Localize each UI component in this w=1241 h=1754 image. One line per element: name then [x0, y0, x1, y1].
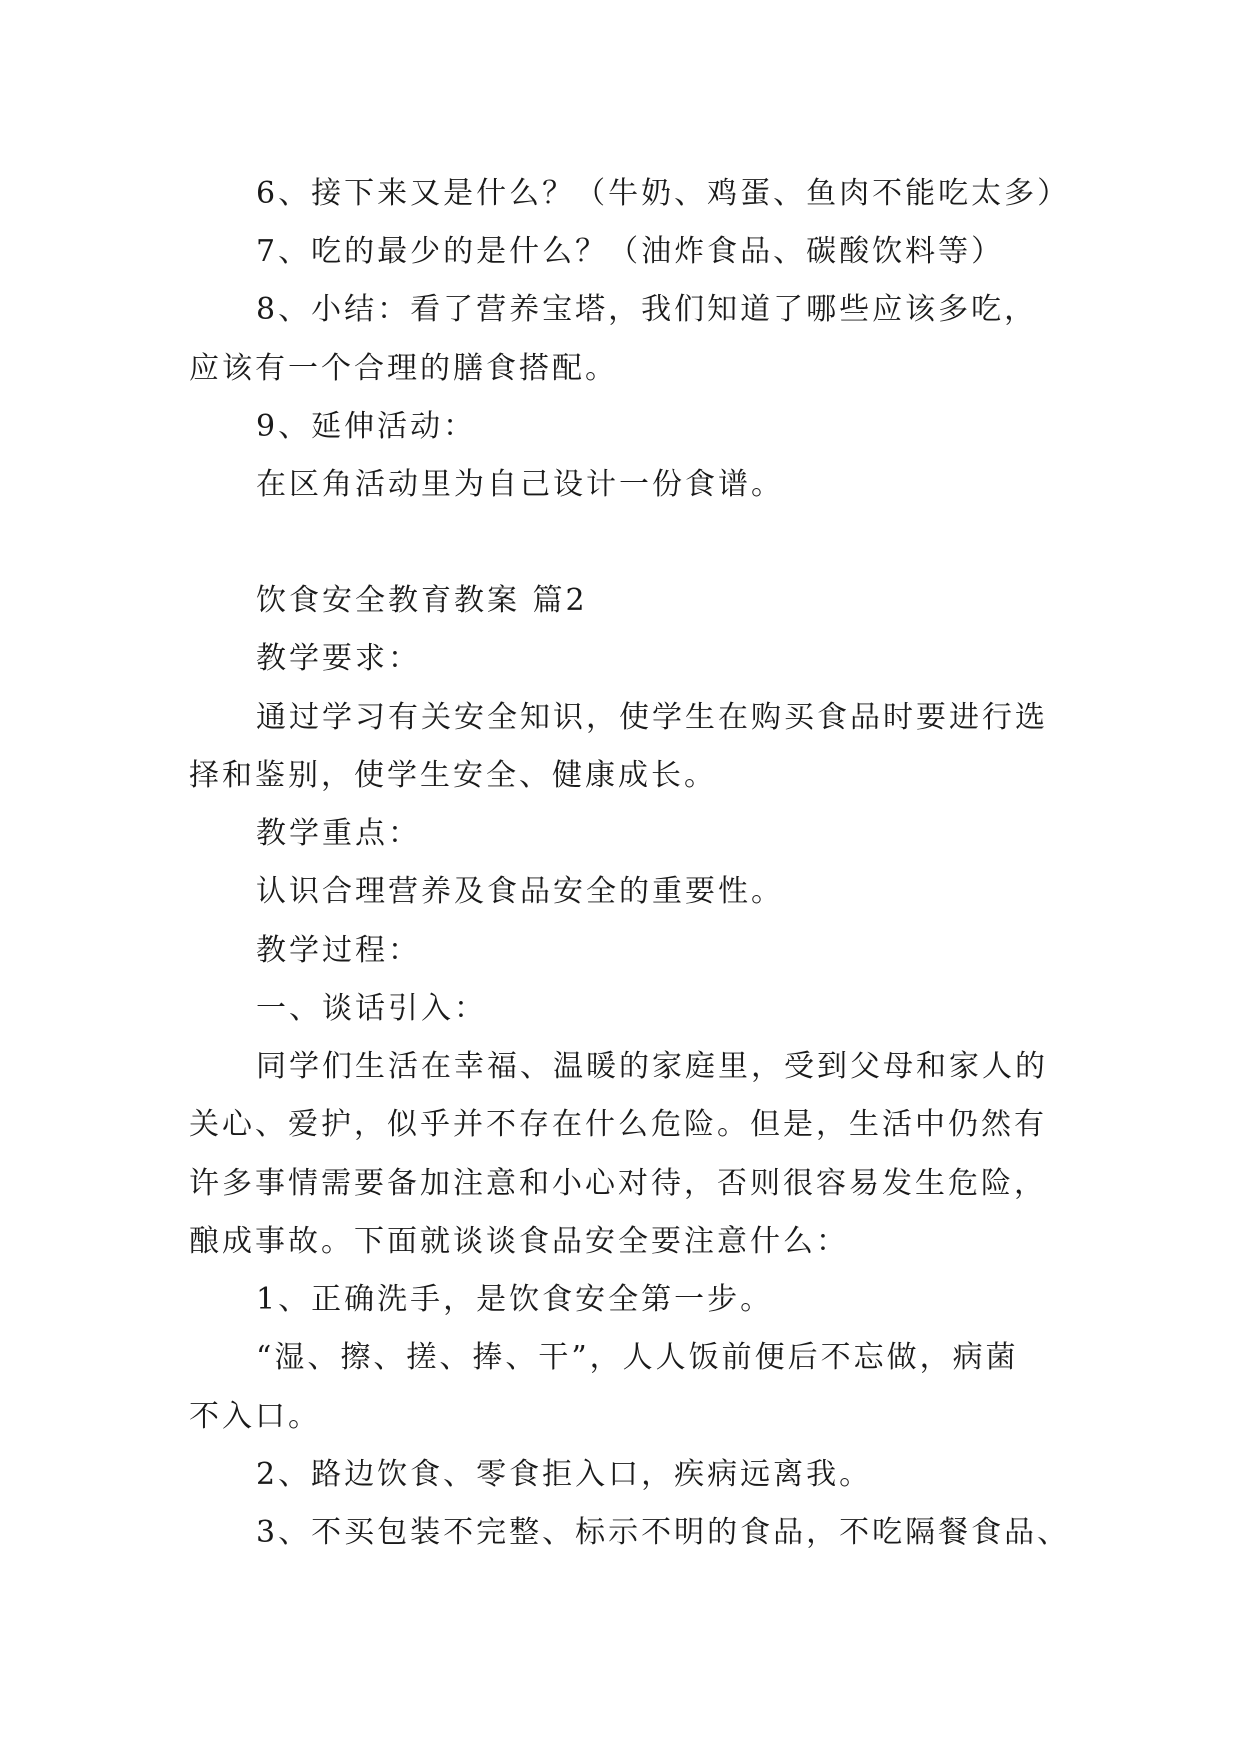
requirements-line-1: 通过学习有关安全知识，使学生在购买食品时要进行选 [256, 700, 1048, 735]
teaching-focus-label: 教学重点： [256, 816, 421, 851]
intro-line-3: 许多事情需要备加注意和小心对待，否则很容易发生危险， [189, 1166, 1047, 1201]
point-1-detail-line-2: 不入口。 [189, 1399, 321, 1434]
point-2-line: 2、路边饮食、零食拒入口，疾病远离我。 [256, 1457, 873, 1492]
item-6-line: 6、接下来又是什么？（牛奶、鸡蛋、鱼肉不能吃太多） [256, 176, 1071, 211]
item-8-line: 8、小结：看了营养宝塔，我们知道了哪些应该多吃， [256, 292, 1038, 327]
item-9-line: 9、延伸活动： [256, 409, 477, 444]
point-1-line: 1、正确洗手，是饮食安全第一步。 [256, 1282, 774, 1317]
extension-activity-line: 在区角活动里为自己设计一份食谱。 [256, 467, 784, 502]
point-3-line: 3、不买包装不完整、标示不明的食品，不吃隔餐食品、 [256, 1515, 1071, 1550]
section-heading: 饮食安全教育教案 篇2 [256, 583, 588, 618]
point-1-detail-line-1: “湿、擦、搓、捧、干”，人人饭前便后不忘做，病菌 [256, 1340, 1019, 1375]
item-8-continuation: 应该有一个合理的膳食搭配。 [189, 351, 618, 386]
requirements-line-2: 择和鉴别，使学生安全、健康成长。 [189, 758, 717, 793]
teaching-requirements-label: 教学要求： [256, 641, 421, 676]
intro-line-2: 关心、爱护，似乎并不存在什么危险。但是，生活中仍然有 [189, 1107, 1047, 1142]
intro-line-1: 同学们生活在幸福、温暖的家庭里，受到父母和家人的 [256, 1049, 1048, 1084]
intro-line-4: 酿成事故。下面就谈谈食品安全要注意什么： [189, 1224, 849, 1259]
teaching-process-label: 教学过程： [256, 933, 421, 968]
focus-line: 认识合理营养及食品安全的重要性。 [256, 874, 784, 909]
item-7-line: 7、吃的最少的是什么？（油炸食品、碳酸饮料等） [256, 234, 1005, 269]
intro-heading: 一、谈话引入： [256, 991, 487, 1026]
